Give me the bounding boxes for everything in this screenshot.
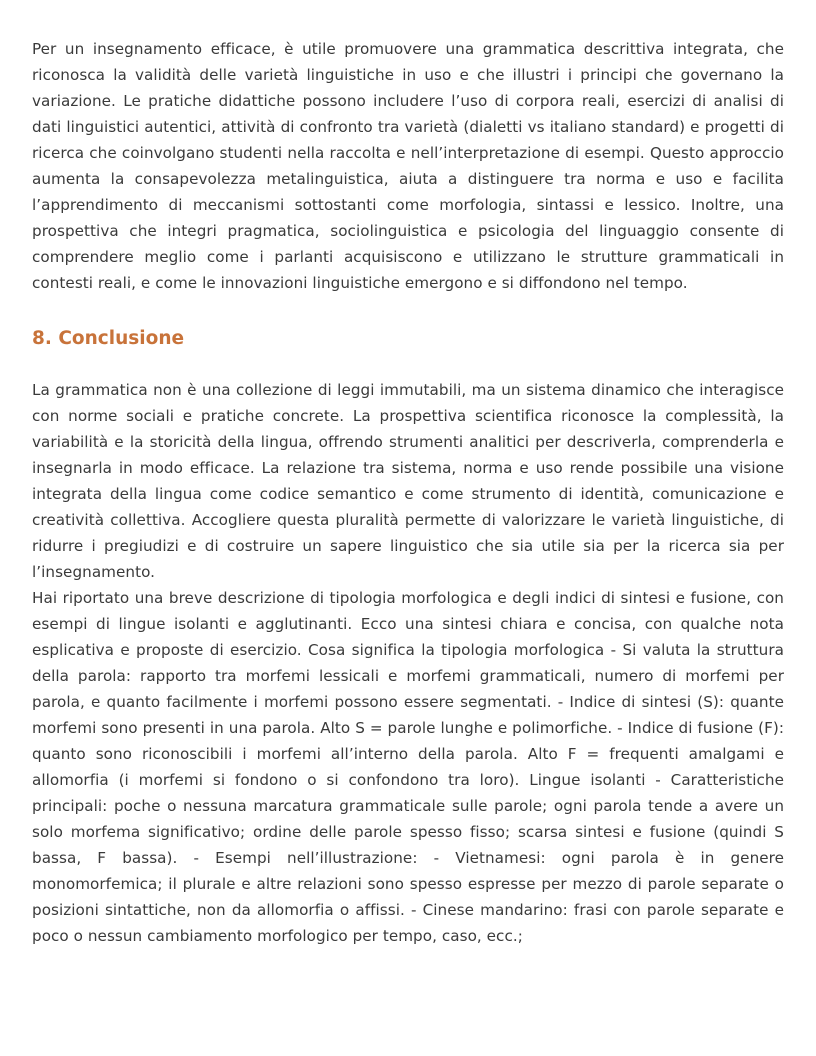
conclusion-paragraph: La grammatica non è una collezione di leggi immutabili, ma un sistema dinamico che interagisce con norme sociali e pratiche concrete. La prospettiva scientifica riconosce la complessità, la variabilità e la storicità della lingua, offrendo strumenti analitici per descriverla, comprenderla e insegnarla in modo efficace. La relazione tra sistema, norma e uso rende possibile una visione integrata della lingua come codice semantico e come strumento di identità, comunicazione e creatività collettiva. Accogliere questa pluralità permette di valorizzare le varietà linguistiche, di ridurre i pregiudizi e di costruire un sapere linguistico che sia utile sia per la ricerca sia per l’insegnamento. [32, 381, 784, 581]
document-page [32, 36, 784, 949]
intro-paragraph: Per un insegnamento efficace, è utile promuovere una grammatica descrittiva integrata, che riconosca la validità delle varietà linguistiche in uso e che illustri i principi che governano la variazione. Le pratiche didattiche possono includere l’uso di corpora reali, esercizi di analisi di dati linguistici autentici, attività di confronto tra varietà (dialetti vs italiano standard) e progetti di ricerca che coinvolgano studenti nella raccolta e nell’interpretazione di esempi. Questo approccio aumenta la consapevolezza metalinguistica, aiuta a distinguere tra norma e uso e facilita l’apprendimento di meccanismi sottostanti come morfologia, sintassi e lessico. Inoltre, una prospettiva che integri pragmatica, sociolinguistica e psicologia del linguaggio consente di comprendere meglio come i parlanti acquisiscono e utilizzano le strutture grammaticali in contesti reali, e come le innovazioni linguistiche emergono e si diffondono nel tempo. [32, 40, 784, 292]
typology-paragraph: Hai riportato una breve descrizione di tipologia morfologica e degli indici di sintesi e fusione, con esempi di lingue isolanti e agglutinanti. Ecco una sintesi chiara e concisa, con qualche nota esplicativa e proposte di esercizio. Cosa significa la tipologia morfologica - Si valuta la struttura della parola: rapporto tra morfemi lessicali e morfemi grammaticali, numero di morfemi per parola, e quanto facilmente i morfemi possono essere segmentati. - Indice di sintesi (S): quante morfemi sono presenti in una parola. Alto S = parole lunghe e polimorfiche. - Indice di fusione (F): quanto sono riconoscibili i morfemi all’interno della parola. Alto F = frequenti amalgami e allomorfia (i morfemi si fondono o si confondono tra loro). Lingue isolanti - Caratteristiche principali: poche o nessuna marcatura grammaticale sulle parole; ogni parola tende a avere un solo morfema significativo; ordine delle parole spesso fisso; scarsa sintesi e fusione (quindi S bassa, F bassa). - Esempi nell’illustrazione: - Vietnamesi: ogni parola è in genere monomorfemica; il plurale e altre relazioni sono spesso espresse per mezzo di parole separate o posizioni sintattiche, non da allomorfia o affissi. - Cinese mandarino: frasi con parole separate e poco o nessun cambiamento morfologico per tempo, caso, ecc.; [32, 589, 784, 945]
section-heading-conclusione: 8. Conclusione [32, 328, 185, 349]
